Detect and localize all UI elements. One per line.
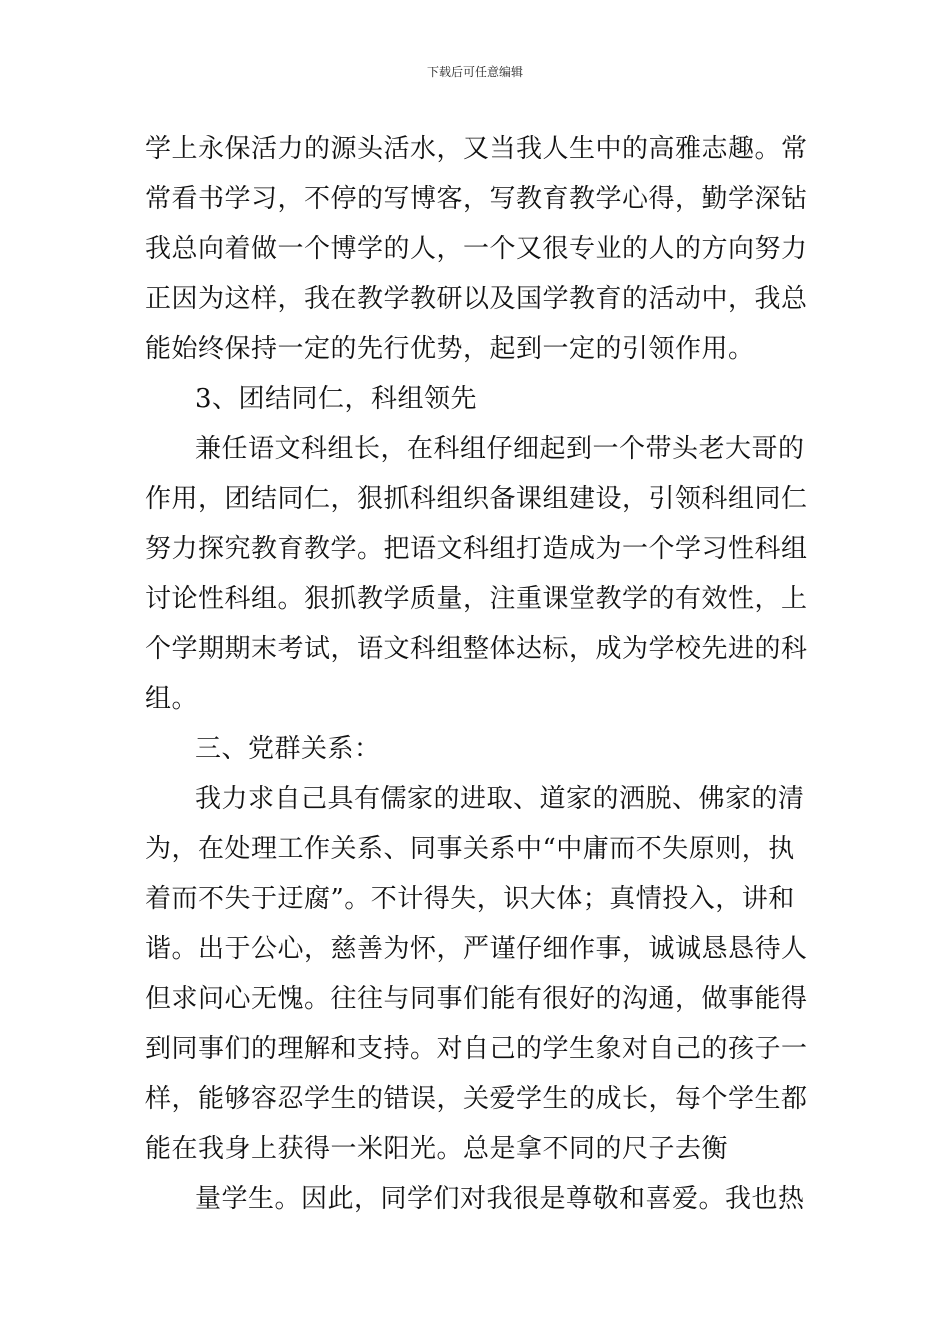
document-body [145,124,809,1224]
section-heading: 三、党群关系： [195,734,381,764]
text-line: 个学期期末考试，语文科组整体达标，成为学校先进的科 [145,634,808,664]
text-line: 到同事们的理解和支持。对自己的学生象对自己的孩子一 [145,1034,808,1064]
text-line: 常看书学习，不停的写博客，写教育教学心得，勤学深钻 [145,184,808,214]
text-line: 作用，团结同仁，狠抓科组织备课组建设，引领科组同仁 [145,484,808,514]
text-line: 量学生。因此，同学们对我很是尊敬和喜爱。我也热 [195,1184,805,1214]
section-heading: 3、团结同仁，科组领先 [195,384,478,414]
text-line: 样，能够容忍学生的错误，关爱学生的成长，每个学生都 [145,1084,808,1114]
text-line: 我总向着做一个博学的人，一个又很专业的人的方向努力 [145,234,808,264]
text-line: 着而不失于迂腐”。不计得失，识大体；真情投入，讲和 [145,884,795,914]
text-line: 讨论性科组。狠抓教学质量，注重课堂教学的有效性，上 [145,584,808,614]
text-line: 能在我身上获得一米阳光。总是拿不同的尺子去衡 [145,1134,729,1164]
text-line: 学上永保活力的源头活水，又当我人生中的高雅志趣。常 [145,134,808,164]
text-line: 能始终保持一定的先行优势，起到一定的引领作用。 [145,334,755,364]
text-line: 我力求自己具有儒家的进取、道家的洒脱、佛家的清 [195,784,805,814]
text-line: 努力探究教育教学。把语文科组打造成为一个学习性科组 [145,534,808,564]
text-line: 组。 [145,684,199,714]
page-header-note: 下载后可任意编辑 [426,65,523,79]
text-line: 兼任语文科组长，在科组仔细起到一个带头老大哥的 [195,434,805,464]
text-line: 正因为这样，我在教学教研以及国学教育的活动中，我总 [145,284,808,314]
text-line: 为，在处理工作关系、同事关系中“中庸而不失原则，执 [145,834,795,864]
text-line: 但求问心无愧。往往与同事们能有很好的沟通，做事能得 [145,984,808,1014]
text-line: 谐。出于公心，慈善为怀，严谨仔细作事，诚诚恳恳待人 [145,934,808,964]
